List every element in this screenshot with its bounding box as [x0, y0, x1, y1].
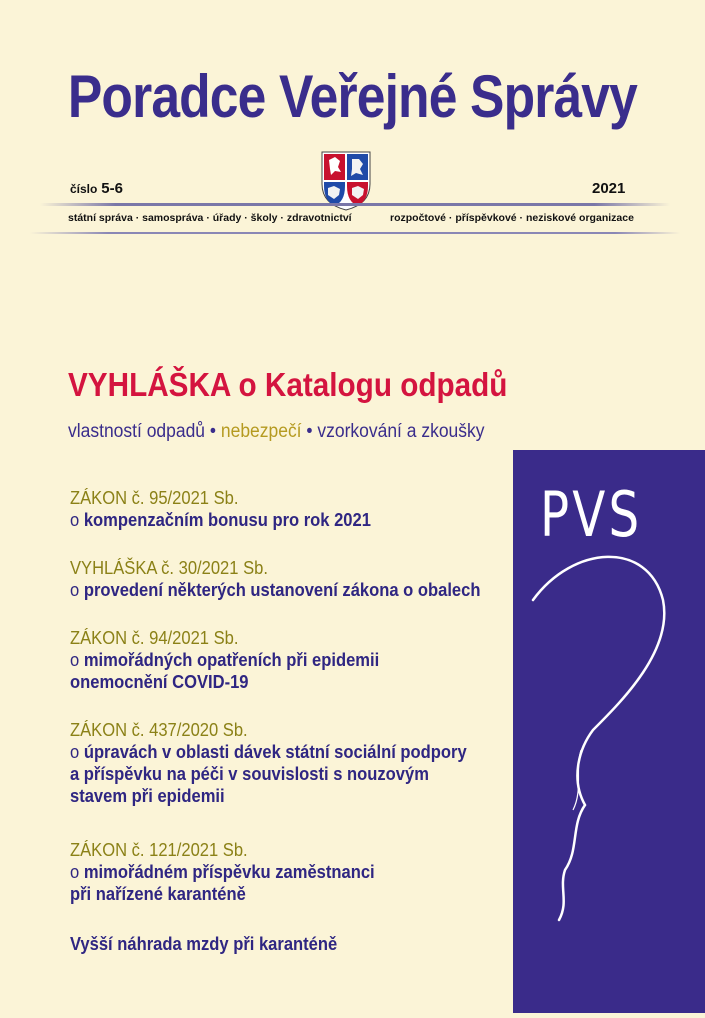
law-description-cont: při nařízené karanténě — [70, 884, 246, 904]
lead-title: VYHLÁŠKA o Katalogu odpadů — [68, 366, 508, 403]
lead-sub-b: nebezpečí — [220, 421, 302, 442]
desc-line: kompenzačním bonusu pro rok 2021 — [83, 510, 371, 530]
header-rule-top — [40, 203, 670, 206]
lead-sep-1: • — [205, 421, 221, 442]
sector-strip-right: rozpočtové · příspěvkové · neziskové organizace — [390, 212, 634, 224]
law-reference: VYHLÁŠKA č. 30/2021 Sb. — [70, 558, 268, 578]
issue-year: 2021 — [592, 180, 626, 197]
article-item — [70, 720, 501, 807]
law-description — [70, 579, 480, 601]
law-description — [70, 861, 375, 883]
law-description — [70, 649, 379, 671]
article-item — [70, 840, 401, 905]
lead-sub-a: vlastností odpadů — [68, 421, 206, 442]
article-item — [70, 558, 516, 601]
issue-number: 5-6 — [101, 180, 123, 197]
issue-info — [70, 180, 123, 197]
article-item — [70, 488, 397, 531]
magazine-title: Poradce Veřejné Správy — [67, 63, 637, 130]
law-description-cont: a příspěvku na péči v souvislosti s nouzovým — [70, 764, 429, 784]
law-reference: ZÁKON č. 121/2021 Sb. — [70, 840, 248, 860]
law-reference: ZÁKON č. 95/2021 Sb. — [70, 488, 239, 508]
law-description — [70, 741, 467, 763]
prefix-o: o — [70, 862, 80, 882]
pvs-logo: PVS — [540, 478, 643, 551]
law-description-cont: onemocnění COVID-19 — [70, 672, 249, 692]
law-description-cont: stavem při epidemii — [70, 786, 225, 806]
desc-line: úpravách v oblasti dávek státní sociální podpory — [83, 742, 467, 762]
lead-sub-c: vzorkování a zkoušky — [317, 421, 485, 442]
prefix-o: o — [70, 742, 80, 762]
article-item — [70, 628, 406, 693]
final-headline: Vyšší náhrada mzdy při karanténě — [70, 934, 338, 954]
lead-subtitle — [68, 421, 485, 443]
law-reference: ZÁKON č. 437/2020 Sb. — [70, 720, 248, 740]
law-description — [70, 509, 371, 531]
sector-strip-left: státní správa · samospráva · úřady · školy · zdravotnictví — [68, 212, 352, 224]
desc-line: mimořádných opatřeních při epidemii — [83, 650, 380, 670]
law-reference: ZÁKON č. 94/2021 Sb. — [70, 628, 239, 648]
lead-sep-2: • — [301, 421, 318, 442]
prefix-o: o — [70, 650, 80, 670]
desc-line: mimořádném příspěvku zaměstnanci — [83, 862, 375, 882]
question-swirl-icon — [513, 450, 705, 1013]
prefix-o: o — [70, 580, 80, 600]
prefix-o: o — [70, 510, 80, 530]
issue-label: číslo — [70, 182, 98, 196]
header-rule-bottom — [30, 232, 680, 234]
desc-line: provedení některých ustanovení zákona o obalech — [83, 580, 481, 600]
